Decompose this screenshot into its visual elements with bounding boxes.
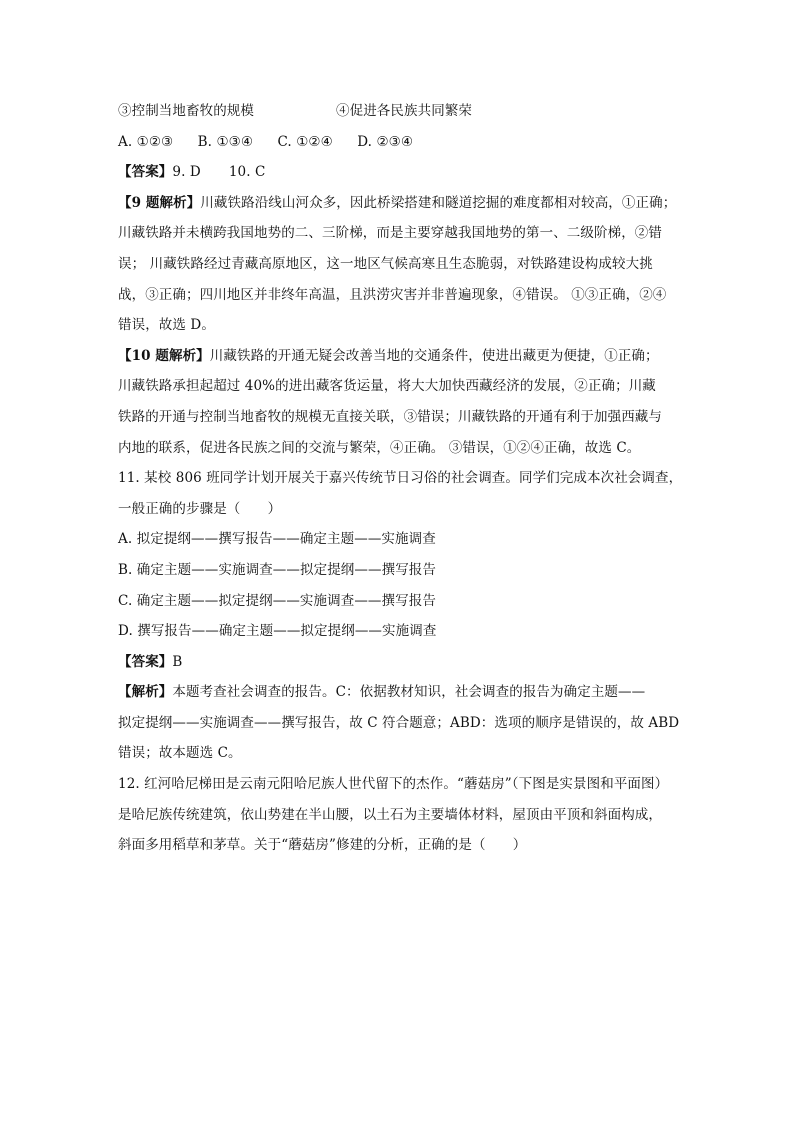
q12-stem-line: 12. 红河哈尼梯田是云南元阳哈尼族人世代留下的杰作。“蘑菇房”（下图是实景图和平面图）: [118, 776, 669, 793]
q10-choice-c: C. ①②④: [277, 133, 333, 150]
analysis-9-line: 误； 川藏铁路经过青藏高原地区，这一地区气候高寒且生态脆弱，对铁路建设构成较大挑: [118, 255, 653, 272]
analysis-9-tag: 【9 题解析】: [118, 194, 201, 211]
answer-tag: 【答案】: [118, 164, 173, 181]
q11-option-d: D. 撰写报告——确定主题——拟定提纲——实施调查: [118, 623, 437, 640]
analysis-10-line: 内地的联系，促进各民族之间的交流与繁荣，④正确。 ③错误，①②④正确，故选 C。: [118, 439, 641, 456]
question-11: [118, 463, 688, 769]
analysis-10-tag: 【10 题解析】: [118, 347, 210, 364]
analysis-9-line: 战，③正确；四川地区并非终年高温，且洪涝灾害并非普遍现象，④错误。 ①③正确，②④: [118, 286, 667, 303]
analysis-10-text: 川藏铁路的开通无疑会改善当地的交通条件，使进出藏更为便捷，①正确；: [209, 347, 659, 364]
q12-stem-line: 是哈尼族传统建筑，依山势建在半山腰，以土石为主要墙体材料，屋顶由平顶和斜面构成，: [118, 806, 662, 823]
question-12: [118, 769, 688, 861]
q11-answer-value: B: [172, 653, 183, 670]
q11-analysis-line: [118, 677, 688, 708]
answer-10: 10. C: [228, 164, 266, 181]
q11-analysis-line: 错误；故本题选 C。: [118, 745, 242, 762]
q12-stem-line: 斜面多用稻草和茅草。关于“蘑菇房”修建的分析，正确的是（ ）: [118, 837, 527, 854]
answer-9: 9. D: [172, 164, 201, 181]
analysis-9-line: 川藏铁路并未横跨我国地势的二、三阶梯，而是主要穿越我国地势的第一、二级阶梯，②错: [118, 225, 662, 242]
q11-option-b: B. 确定主题——实施调查——拟定提纲——撰写报告: [118, 561, 437, 578]
analysis-10: [118, 341, 688, 463]
analysis-10-line: [118, 341, 688, 372]
q10-choices-row: [118, 127, 688, 158]
q10-option-4: ④促进各民族共同繁荣: [336, 103, 472, 119]
analysis-10-line: 铁路的开通与控制当地畜牧的规模无直接关联，③错误；川藏铁路的开通有利于加强西藏与: [118, 408, 662, 425]
q11-option-c: C. 确定主题——拟定提纲——实施调查——撰写报告: [118, 592, 436, 609]
q11-stem-line: 11. 某校 806 班同学计划开展关于嘉兴传统节日习俗的社会调查。同学们完成本次社会调查，: [118, 470, 683, 487]
analysis-9-line: [118, 188, 688, 219]
analysis-10-line: 川藏铁路承担起超过 40%的进出藏客货运量，将大大加快西藏经济的发展，②正确；川藏: [118, 378, 656, 395]
q11-answer: [118, 647, 688, 678]
answer-9-10: [118, 157, 688, 188]
q11-analysis-tag: 【解析】: [118, 684, 173, 701]
analysis-9-text: 川藏铁路沿线山河众多，因此桥梁搭建和隧道挖掘的难度都相对较高，①正确；: [200, 194, 677, 211]
q10-choice-d: D. ②③④: [357, 133, 414, 150]
q11-option-a: A. 拟定提纲——撰写报告——确定主题——实施调查: [118, 531, 436, 548]
analysis-9-line: 错误，故选 D。: [118, 317, 215, 334]
q11-answer-tag: 【答案】: [118, 653, 173, 670]
q11-analysis-line: 拟定提纲——实施调查——撰写报告，故 C 符合题意；ABD：选项的顺序是错误的，故 ABD: [118, 714, 680, 731]
q11-stem-line: 一般正确的步骤是（ ）: [118, 500, 282, 517]
q11-analysis-text: 本题考查社会调查的报告。C：依据教材知识，社会调查的报告为确定主题——: [172, 684, 646, 701]
q10-option-3: ③控制当地畜牧的规模: [118, 103, 254, 119]
q10-choice-a: A. ①②③: [118, 133, 174, 150]
q10-options-row: [118, 96, 688, 127]
document-page: [118, 96, 688, 861]
q10-choice-b: B. ①③④: [197, 133, 254, 150]
analysis-9: [118, 188, 688, 341]
